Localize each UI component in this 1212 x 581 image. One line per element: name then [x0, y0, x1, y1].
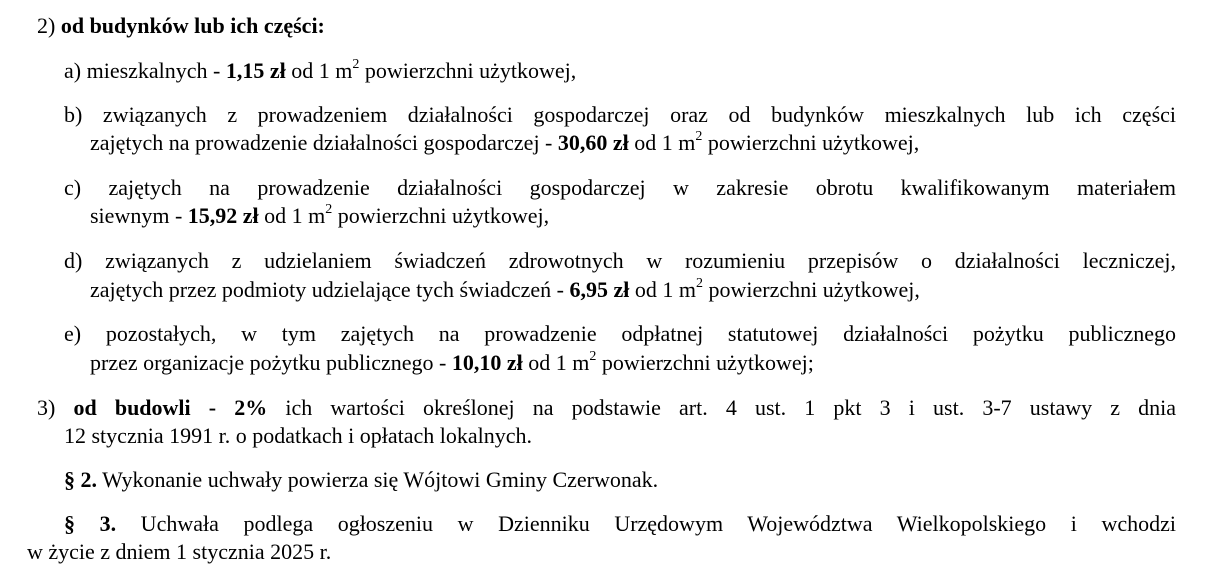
item-label: b): [64, 102, 83, 127]
item-b-line-2: [90, 129, 919, 157]
superscript: 2: [695, 128, 703, 144]
paragraph-3-line-1: [64, 510, 1176, 538]
superscript: 2: [325, 201, 333, 217]
superscript: 2: [589, 348, 597, 364]
item-label: e): [64, 321, 82, 346]
paragraph-3-line-2: [27, 538, 331, 566]
item-a: [64, 57, 576, 85]
superscript: 2: [352, 56, 360, 72]
superscript: 2: [696, 275, 704, 291]
section-2-heading: [37, 12, 325, 40]
item-label: c): [64, 175, 82, 200]
item-text: przez organizacje pożytku publicznego -: [90, 350, 452, 375]
tax-amount: 1,15 zł: [225, 58, 286, 83]
paragraph-2: [64, 466, 658, 494]
item-text: powierzchni użytkowej,: [359, 58, 577, 83]
item-text: od 1 m: [629, 277, 697, 302]
paragraph-mark: § 3.: [64, 511, 117, 536]
item-text: powierzchni użytkowej;: [596, 350, 814, 375]
section-number: 2): [37, 13, 56, 38]
tax-amount: 10,10 zł: [451, 350, 523, 375]
item-b-line-1: [64, 101, 1176, 129]
item-c-line-1: [64, 174, 1176, 202]
item-text: powierzchni użytkowej,: [332, 203, 550, 228]
paragraph-text: Wykonanie uchwały powierza się Wójtowi Gminy Czerwonak.: [97, 467, 659, 492]
item-d-line-2: [90, 276, 920, 304]
item-text: od 1 m: [522, 350, 590, 375]
item-label: d): [64, 248, 83, 273]
section-title: od budynków lub ich części:: [60, 13, 325, 38]
item-text: powierzchni użytkowej,: [703, 277, 920, 302]
section-text: ich wartości określonej na podstawie art. 4 ust. 1 pkt 3 i ust. 3-7 ustawy z dnia: [267, 395, 1176, 420]
section-title: od budowli - 2%: [73, 395, 268, 420]
item-text: związanych z udzielaniem świadczeń zdrowotnych w rozumieniu przepisów o działalności leczniczej,: [105, 248, 1177, 273]
paragraph-text: Uchwała podlega ogłoszeniu w Dzienniku Urzędowym Województwa Wielkopolskiego i wchodzi: [116, 511, 1176, 536]
item-text: siewnym -: [90, 203, 188, 228]
item-text: powierzchni użytkowej,: [702, 130, 920, 155]
item-text: od 1 m: [258, 203, 326, 228]
section-3-line-2: [64, 422, 532, 450]
item-text: związanych z prowadzeniem działalności gospodarczej oraz od budynków mieszkalnych lub ich części: [102, 102, 1177, 127]
item-text: pozostałych, w tym zajętych na prowadzenie odpłatnej statutowej działalności pożytku publicznego: [105, 321, 1176, 346]
item-c-line-2: [90, 202, 549, 230]
paragraph-mark: § 2.: [64, 467, 97, 492]
tax-amount: 6,95 zł: [569, 277, 630, 302]
tax-amount: 30,60 zł: [557, 130, 629, 155]
item-text: zajętych na prowadzenie działalności gospodarczej w zakresie obrotu kwalifikowanym materiałem: [108, 175, 1177, 200]
paragraph-text: w życie z dniem 1 stycznia 2025 r.: [27, 539, 332, 564]
item-d-line-1: [64, 247, 1176, 275]
section-3-line-1: [37, 394, 1176, 422]
tax-amount: 15,92 zł: [187, 203, 259, 228]
item-label: a): [64, 58, 82, 83]
item-e-line-2: [90, 349, 814, 377]
item-text: od 1 m: [285, 58, 353, 83]
item-text: od 1 m: [628, 130, 696, 155]
item-text: zajętych przez podmioty udzielające tych świadczeń -: [90, 277, 570, 302]
section-number: 3): [37, 395, 56, 420]
item-text: zajętych na prowadzenie działalności gospodarczej -: [90, 130, 558, 155]
item-e-line-1: [64, 320, 1176, 348]
section-text: 12 stycznia 1991 r. o podatkach i opłatach lokalnych.: [64, 423, 532, 448]
item-text: mieszkalnych -: [86, 58, 226, 83]
